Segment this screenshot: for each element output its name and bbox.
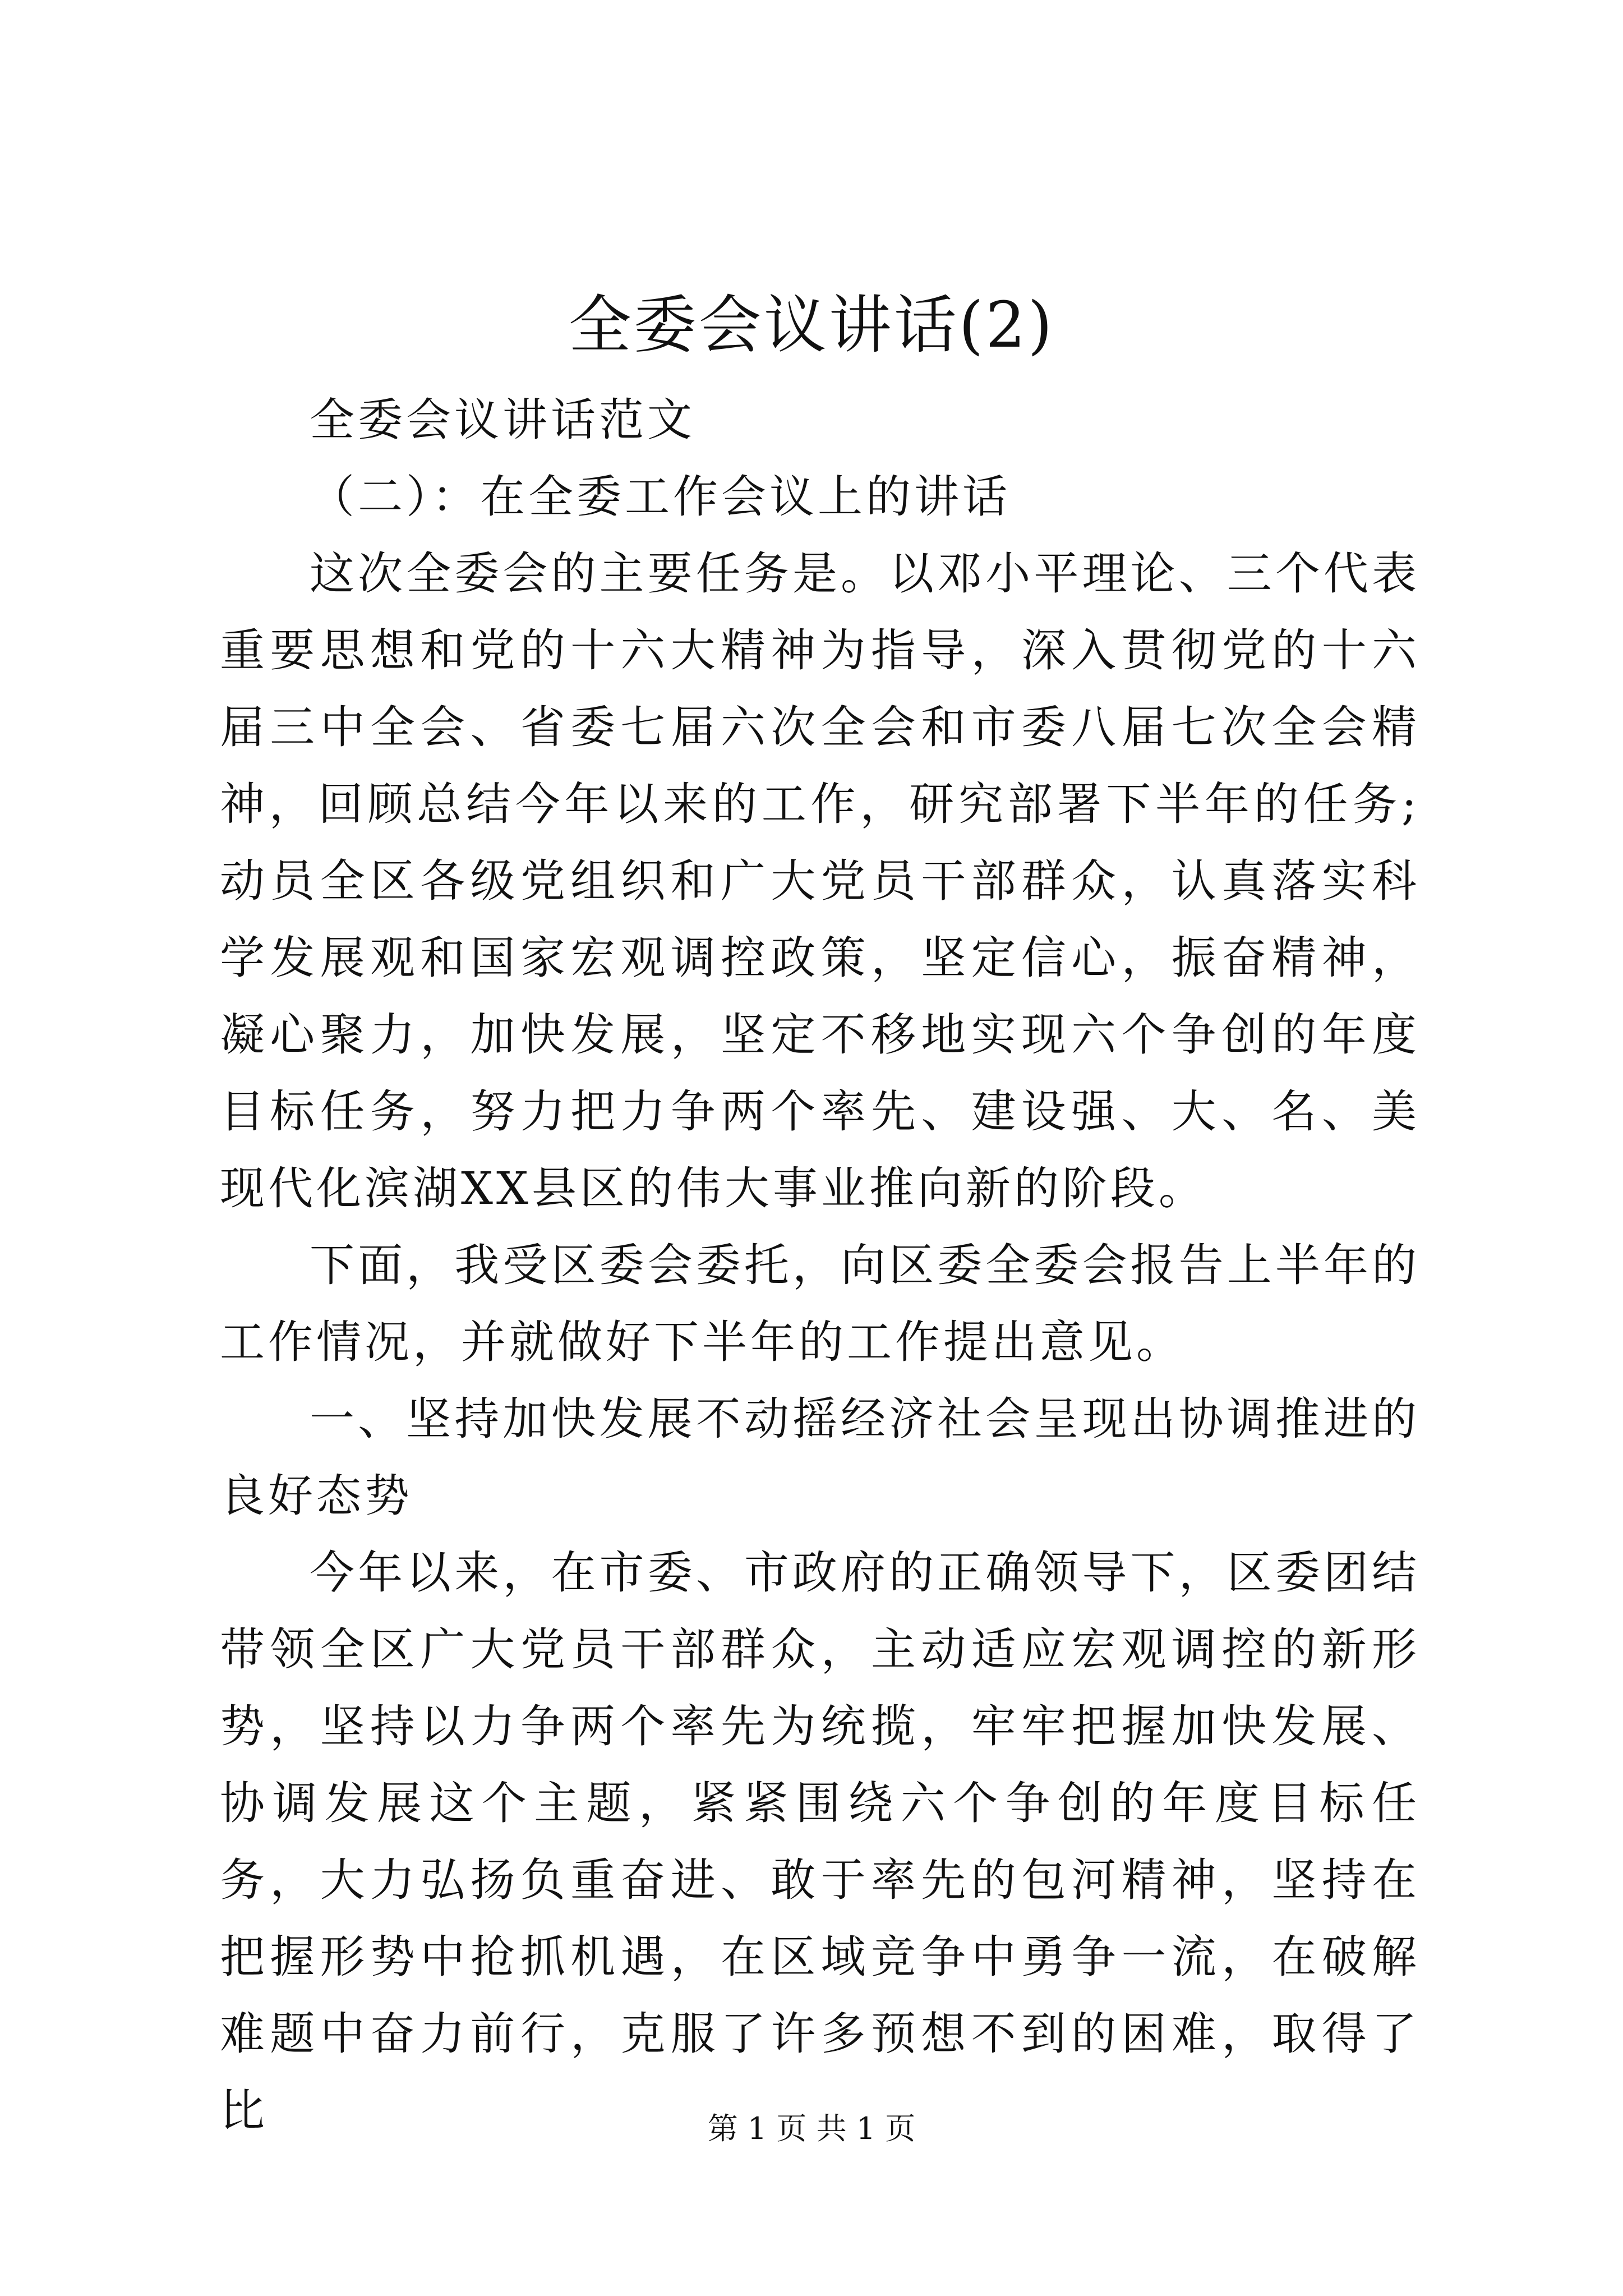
paragraph-report-intro: 下面，我受区委会委托，向区委全委会报告上半年的工作情况，并就做好下半年的工作提出意见。 — [220, 1239, 1420, 1368]
paragraph-section-heading: （二）：在全委工作会议上的讲话 — [310, 471, 1011, 523]
paragraph-subtitle: 全委会议讲话范文 — [310, 394, 695, 446]
paragraph-main-task: 这次全委会的主要任务是。以邓小平理论、三个代表重要思想和党的十六大精神为指导，深入贯彻党的十六届三中全会、省委七届六次全会和市委八届七次全会精神，回顾总结今年以来的工作，研究部署下半年的任务;动员全区各级党组织和广大党员干部群众，认真落实科学发展观和国家宏观调控政策，坚定信心，振奋精神，凝心聚力，加快发展，坚定不移地实现六个争创的年度目标任务，努力把力争两个率先、建设强、大、名、美现代化滨湖XX县区的伟大事业推向新的阶段。 — [220, 547, 1420, 1214]
paragraph-heading-one: 一、坚持加快发展不动摇经济社会呈现出协调推进的良好态势 — [220, 1393, 1420, 1522]
paragraph-review: 今年以来，在市委、市政府的正确领导下，区委团结带领全区广大党员干部群众，主动适应宏观调控的新形势，坚持以力争两个率先为统揽，牢牢把握加快发展、协调发展这个主题，紧紧围绕六个争创的年度目标任务，大力弘扬负重奋进、敢于率先的包河精神，坚持在把握形势中抢抓机遇，在区域竞争中勇争一流，在破解难题中奋力前行，克服了许多预想不到的困难，取得了比 — [220, 1547, 1420, 2137]
page-number-footer: 第 1 页 共 1 页 — [707, 2111, 916, 2146]
document-title: 全委会议讲话(2) — [568, 289, 1055, 362]
document-body — [220, 381, 1420, 2149]
